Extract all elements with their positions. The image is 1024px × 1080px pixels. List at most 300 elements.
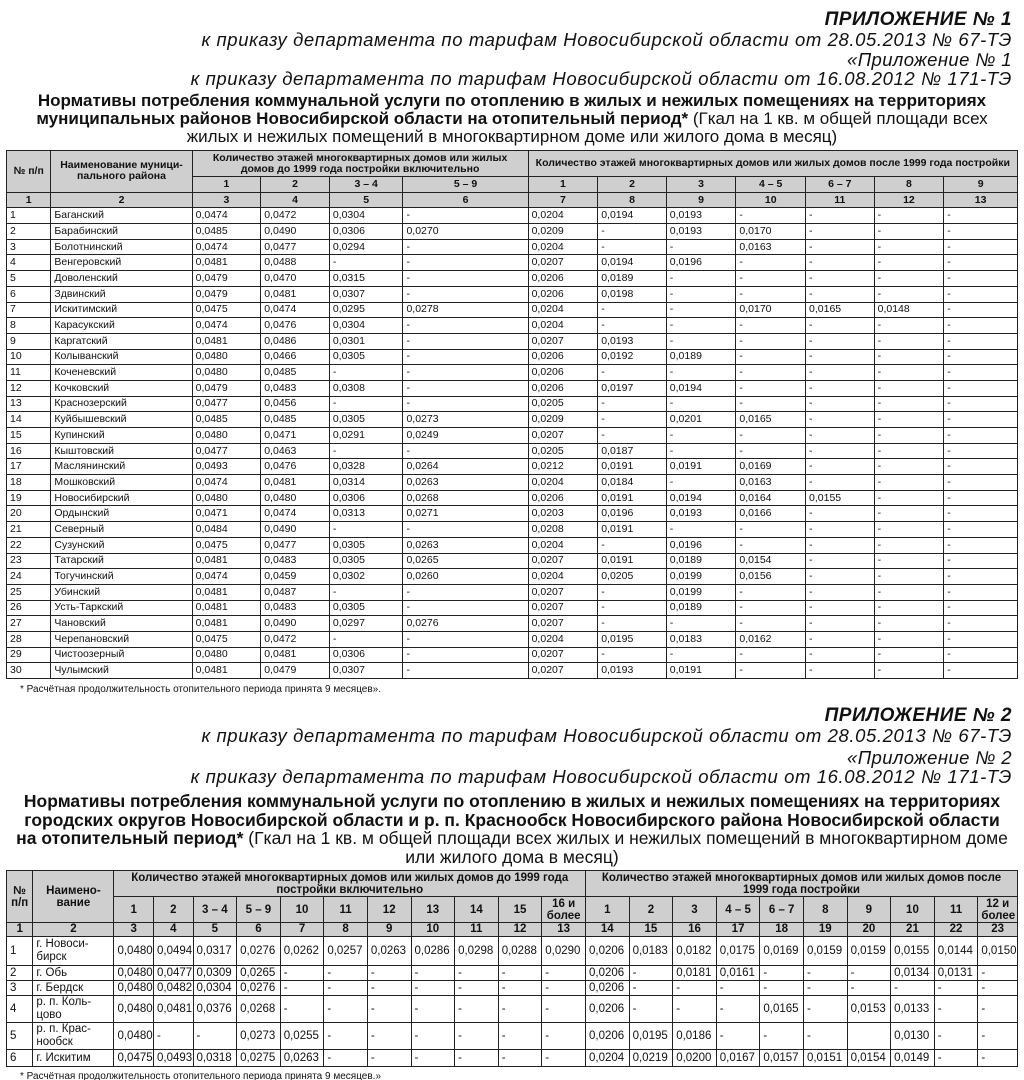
value-cell: 0,0475 [192,537,261,553]
value-cell: - [403,396,528,412]
value-cell: - [455,996,499,1023]
value-cell: 0,0479 [192,380,261,396]
row-name: Искитимский [51,302,192,318]
floor-header-after: 8 [803,897,847,923]
value-cell: 0,0275 [237,1050,281,1067]
value-cell: 0,0290 [542,937,586,966]
value-cell: - [736,616,806,632]
value-cell: 0,0194 [666,380,736,396]
value-cell: - [806,522,875,538]
value-cell: 0,0305 [329,349,403,365]
floor-header-before: 2 [261,177,330,193]
value-cell: 0,0189 [666,349,736,365]
value-cell: - [944,459,1018,475]
value-cell: - [598,396,667,412]
value-cell: - [598,412,667,428]
value-cell: 0,0155 [806,490,875,506]
value-cell: - [324,1023,368,1050]
value-cell: - [367,996,411,1023]
value-cell: - [806,569,875,585]
value-cell: - [736,333,806,349]
row-number: 2 [7,224,51,240]
value-cell: 0,0191 [598,522,667,538]
value-cell: - [874,537,944,553]
column-number: 10 [411,923,455,937]
row-number: 2 [7,966,33,981]
value-cell: - [760,966,804,981]
value-cell: 0,0134 [891,966,935,981]
value-cell: - [280,966,324,981]
value-cell: 0,0481 [192,255,261,271]
value-cell: 0,0209 [528,412,598,428]
value-cell: - [944,239,1018,255]
table-row [7,302,1018,318]
value-cell: - [598,224,667,240]
value-cell: - [542,981,586,996]
value-cell: - [403,522,528,538]
value-cell: 0,0456 [261,396,330,412]
table-row [7,490,1018,506]
value-cell: - [736,647,806,663]
value-cell: 0,0219 [629,1050,673,1067]
value-cell: - [736,380,806,396]
table-row [7,475,1018,491]
appendix-2-title: ПРИЛОЖЕНИЕ № 2 [824,705,1012,726]
column-number: 7 [280,923,324,937]
row-name: Черепановский [51,631,192,647]
appendix-2-order-line: к приказу департамента по тарифам Новосибирской области от 28.05.2013 № 67-ТЭ [201,725,1012,746]
table-row [7,255,1018,271]
value-cell: 0,0208 [528,522,598,538]
value-cell: 0,0477 [192,396,261,412]
floor-header-before: 3 – 4 [193,897,237,923]
value-cell: 0,0183 [629,937,673,966]
table-row [7,286,1018,302]
row-number: 20 [7,506,51,522]
value-cell: 0,0477 [154,966,194,981]
value-cell: - [403,271,528,287]
floor-header-before: 1 [114,897,154,923]
value-cell: - [411,966,455,981]
row-name: Коченевский [51,365,192,381]
value-cell: - [934,1023,978,1050]
value-cell: 0,0184 [598,475,667,491]
value-cell: 0,0480 [192,490,261,506]
floor-header-after: 3 [666,177,736,193]
value-cell: - [874,271,944,287]
floor-header-after: 4 – 5 [736,177,806,193]
value-cell: - [847,981,891,996]
value-cell: 0,0485 [192,412,261,428]
value-cell: 0,0200 [673,1050,717,1067]
value-cell: - [666,302,736,318]
table-row [7,380,1018,396]
column-number: 12 [498,923,542,937]
value-cell: 0,0480 [261,490,330,506]
value-cell: - [891,981,935,996]
value-cell: 0,0317 [193,937,237,966]
value-cell: 0,0474 [261,506,330,522]
value-cell: - [803,1023,847,1050]
value-cell: 0,0170 [736,224,806,240]
value-cell: 0,0305 [329,600,403,616]
value-cell: 0,0294 [329,239,403,255]
value-cell: - [736,208,806,224]
row-name: Кыштовский [51,443,192,459]
value-cell: 0,0481 [192,553,261,569]
value-cell: - [403,443,528,459]
value-cell: - [874,255,944,271]
value-cell: 0,0197 [598,380,667,396]
value-cell: - [403,318,528,334]
table-row [7,663,1018,679]
value-cell: - [944,584,1018,600]
value-cell: 0,0304 [329,208,403,224]
value-cell: - [716,996,760,1023]
value-cell: 0,0207 [528,584,598,600]
value-cell: - [598,616,667,632]
value-cell: - [666,443,736,459]
value-cell: 0,0203 [528,506,598,522]
value-cell: - [403,208,528,224]
value-cell: - [403,349,528,365]
row-name: Ордынский [51,506,192,522]
value-cell: - [978,996,1018,1023]
value-cell: 0,0130 [891,1023,935,1050]
value-cell: 0,0183 [666,631,736,647]
value-cell: - [403,380,528,396]
value-cell: 0,0205 [528,396,598,412]
table-row [7,522,1018,538]
value-cell: - [874,584,944,600]
value-cell: - [666,365,736,381]
column-number: 14 [586,923,630,937]
value-cell: 0,0204 [528,318,598,334]
value-cell: 0,0206 [528,365,598,381]
appendix-2-table [6,870,1018,1067]
value-cell: 0,0193 [598,333,667,349]
value-cell: 0,0307 [329,663,403,679]
column-number: 17 [716,923,760,937]
value-cell: 0,0189 [666,600,736,616]
value-cell: 0,0268 [237,996,281,1023]
value-cell: - [598,365,667,381]
value-cell: 0,0305 [329,553,403,569]
value-cell: 0,0207 [528,428,598,444]
row-number: 13 [7,396,51,412]
value-cell: - [874,286,944,302]
value-cell: 0,0480 [114,981,154,996]
value-cell: 0,0198 [598,286,667,302]
floor-header-after: 2 [629,897,673,923]
value-cell: - [874,506,944,522]
value-cell: 0,0195 [629,1023,673,1050]
table-row [7,443,1018,459]
value-cell: - [329,631,403,647]
value-cell: - [874,349,944,365]
value-cell: 0,0193 [598,663,667,679]
value-cell: 0,0307 [329,286,403,302]
value-cell: - [874,396,944,412]
value-cell: 0,0206 [528,286,598,302]
value-cell: - [806,553,875,569]
value-cell: 0,0191 [666,459,736,475]
value-cell: 0,0474 [261,302,330,318]
value-cell: 0,0276 [403,616,528,632]
floor-header-after: 4 – 5 [716,897,760,923]
value-cell: 0,0483 [261,553,330,569]
value-cell: 0,0263 [280,1050,324,1067]
value-cell: 0,0308 [329,380,403,396]
table-row [7,600,1018,616]
column-number: 9 [367,923,411,937]
value-cell: 0,0249 [403,428,528,444]
column-number: 21 [891,923,935,937]
row-name: Баганский [51,208,192,224]
value-cell: 0,0133 [891,996,935,1023]
value-cell: - [329,443,403,459]
row-name: Кочковский [51,380,192,396]
column-number: 10 [736,192,806,208]
value-cell: 0,0288 [498,937,542,966]
value-cell: - [329,255,403,271]
value-cell: - [367,1050,411,1067]
value-cell: 0,0480 [114,966,154,981]
row-name: Краснозерский [51,396,192,412]
value-cell: 0,0301 [329,333,403,349]
value-cell: - [329,396,403,412]
floor-header-before: 11 [324,897,368,923]
value-cell: 0,0191 [598,459,667,475]
row-name: Купинский [51,428,192,444]
value-cell: - [803,981,847,996]
value-cell: - [736,537,806,553]
value-cell: - [874,553,944,569]
appendix-1-heading-bold: Нормативы потребления коммунальной услуги по отоплению в жилых и нежилых помещениях на территориях муниципальных районов Новосибирской области на отопительный период* [36,91,987,128]
floor-header-after: 6 – 7 [760,897,804,923]
value-cell: 0,0260 [403,569,528,585]
column-number: 13 [542,923,586,937]
value-cell: - [666,475,736,491]
floor-header-after: 9 [944,177,1018,193]
column-number: 6 [403,192,528,208]
value-cell: 0,0204 [528,631,598,647]
floor-header-before: 10 [280,897,324,923]
value-cell: - [498,981,542,996]
value-cell: 0,0165 [736,412,806,428]
value-cell: - [944,522,1018,538]
row-name: Здвинский [51,286,192,302]
value-cell: 0,0484 [192,522,261,538]
value-cell: 0,0475 [114,1050,154,1067]
value-cell: - [806,584,875,600]
value-cell: 0,0459 [261,569,330,585]
column-number: 15 [629,923,673,937]
row-name: Болотнинский [51,239,192,255]
value-cell: 0,0315 [329,271,403,287]
value-cell: 0,0163 [736,475,806,491]
row-name: Чановский [51,616,192,632]
column-number: 8 [324,923,368,937]
value-cell: 0,0481 [192,663,261,679]
value-cell: 0,0194 [666,490,736,506]
column-number: 6 [237,923,281,937]
floor-header-before: 5 – 9 [403,177,528,193]
value-cell: - [874,647,944,663]
value-cell: 0,0186 [673,1023,717,1050]
value-cell: 0,0305 [329,412,403,428]
row-number: 1 [7,208,51,224]
value-cell: 0,0205 [598,569,667,585]
floor-header-before: 5 – 9 [237,897,281,923]
value-cell: 0,0191 [598,553,667,569]
column-number: 3 [114,923,154,937]
value-cell: 0,0302 [329,569,403,585]
table-row [7,239,1018,255]
value-cell: - [542,1050,586,1067]
value-cell: - [598,647,667,663]
value-cell: 0,0297 [329,616,403,632]
value-cell: 0,0153 [847,996,891,1023]
value-cell: - [498,966,542,981]
value-cell: 0,0481 [192,584,261,600]
value-cell: 0,0493 [154,1050,194,1067]
row-number: 24 [7,569,51,585]
column-number: 2 [33,923,114,937]
value-cell: 0,0309 [193,966,237,981]
table-row [7,224,1018,240]
value-cell: - [806,459,875,475]
value-cell: 0,0286 [411,937,455,966]
row-number: 8 [7,318,51,334]
value-cell: - [944,506,1018,522]
value-cell: - [542,966,586,981]
value-cell: - [874,428,944,444]
header-group-after: Количество этажей многоквартирных домов или жилых домов после 1999 года постройки [528,151,1017,177]
value-cell: - [874,239,944,255]
value-cell: 0,0304 [193,981,237,996]
table-row [7,396,1018,412]
value-cell: 0,0206 [586,996,630,1023]
row-number: 11 [7,365,51,381]
row-number: 22 [7,537,51,553]
value-cell: - [944,663,1018,679]
value-cell: 0,0209 [528,224,598,240]
value-cell: 0,0470 [261,271,330,287]
value-cell: 0,0199 [666,569,736,585]
value-cell: - [666,318,736,334]
value-cell: - [673,996,717,1023]
value-cell: - [944,318,1018,334]
value-cell: 0,0201 [666,412,736,428]
floor-header-before: 15 [498,897,542,923]
value-cell: 0,0151 [803,1050,847,1067]
appendix-2-sub-order-line: к приказу департамента по тарифам Новосибирской области от 16.08.2012 № 171-ТЭ [190,766,1012,787]
row-name: Куйбышевский [51,412,192,428]
table-row [7,318,1018,334]
value-cell: 0,0263 [403,537,528,553]
floor-header-before: 16 и более [542,897,586,923]
value-cell: 0,0205 [528,443,598,459]
value-cell: - [542,996,586,1023]
value-cell: - [367,1023,411,1050]
value-cell: 0,0155 [891,937,935,966]
value-cell: - [874,475,944,491]
column-number: 4 [261,192,330,208]
value-cell: 0,0305 [329,537,403,553]
floor-header-after: 12 и более [978,897,1018,923]
value-cell: 0,0206 [528,380,598,396]
value-cell: 0,0148 [874,302,944,318]
value-cell: - [944,302,1018,318]
value-cell: - [944,412,1018,428]
header-group-before: Количество этажей многоквартирных домов или жилых домов до 1999 года постройки включительно [114,871,586,897]
value-cell: - [944,365,1018,381]
value-cell: 0,0475 [192,631,261,647]
value-cell: 0,0476 [261,318,330,334]
table-row [7,208,1018,224]
column-number: 2 [51,192,192,208]
value-cell: 0,0481 [192,333,261,349]
row-name: г. Бердск [33,981,114,996]
value-cell: - [944,208,1018,224]
value-cell: 0,0193 [666,208,736,224]
value-cell: - [806,349,875,365]
column-number: 20 [847,923,891,937]
value-cell: 0,0474 [192,208,261,224]
table-row [7,631,1018,647]
value-cell: - [736,318,806,334]
row-number: 5 [7,1023,33,1050]
table-row [7,506,1018,522]
value-cell: - [324,1050,368,1067]
value-cell: 0,0474 [192,239,261,255]
value-cell: - [193,1023,237,1050]
value-cell: 0,0169 [736,459,806,475]
value-cell: - [411,1023,455,1050]
value-cell: - [874,318,944,334]
value-cell: 0,0206 [586,981,630,996]
table-row [7,584,1018,600]
value-cell: - [542,1023,586,1050]
row-name: Барабинский [51,224,192,240]
value-cell: - [736,663,806,679]
row-name: Тогучинский [51,569,192,585]
value-cell: 0,0471 [261,428,330,444]
value-cell: - [806,506,875,522]
table-row [7,553,1018,569]
value-cell: 0,0490 [261,522,330,538]
value-cell: 0,0193 [666,224,736,240]
value-cell: - [598,584,667,600]
value-cell: 0,0487 [261,584,330,600]
value-cell: 0,0187 [598,443,667,459]
value-cell: 0,0314 [329,475,403,491]
appendix-1-table [6,150,1018,679]
table-row [7,981,1018,996]
value-cell: - [806,255,875,271]
value-cell: - [736,396,806,412]
table-row [7,996,1018,1023]
table-row [7,271,1018,287]
value-cell: - [934,1050,978,1067]
value-cell: 0,0485 [261,412,330,428]
value-cell: 0,0273 [403,412,528,428]
value-cell: - [629,996,673,1023]
value-cell: - [874,522,944,538]
appendix-1-title: ПРИЛОЖЕНИЕ № 1 [824,9,1012,30]
value-cell: 0,0207 [528,255,598,271]
